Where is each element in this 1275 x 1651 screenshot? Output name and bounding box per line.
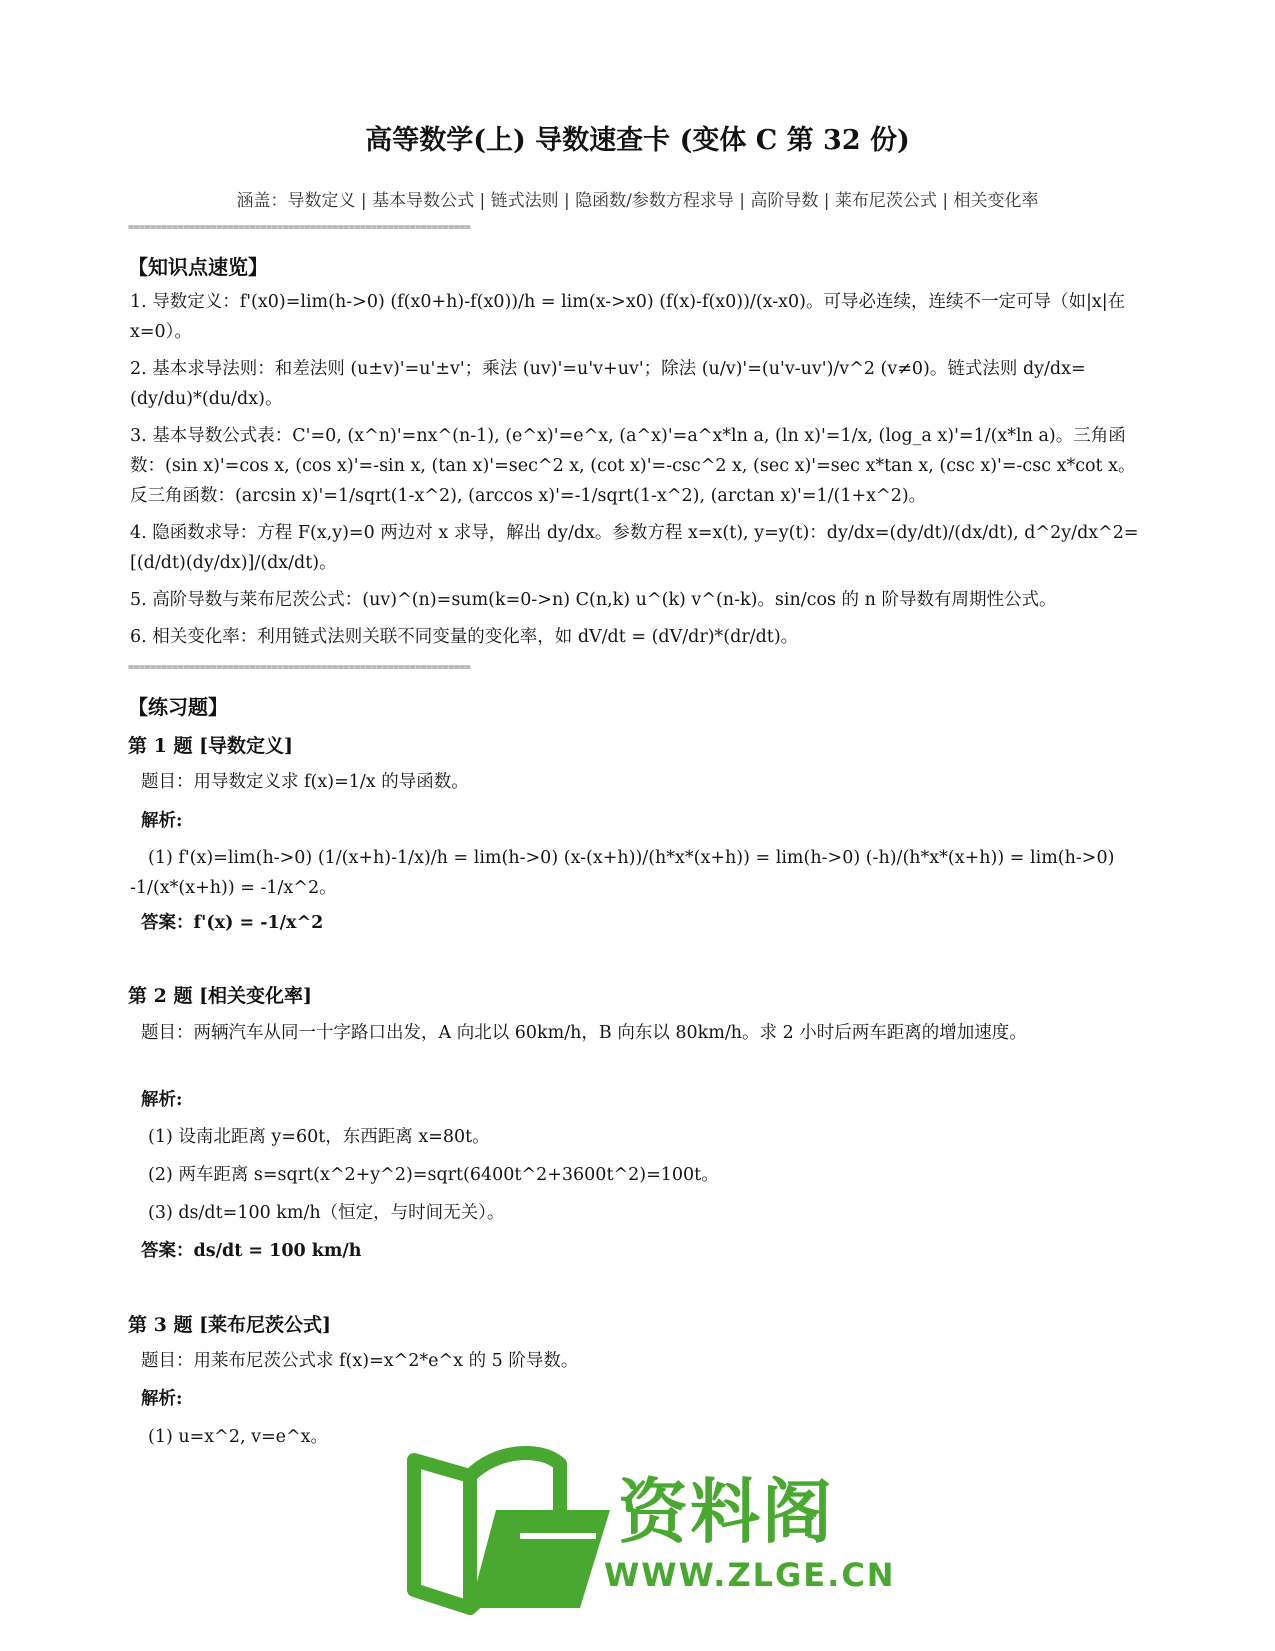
divider-rule: ============================================================== bbox=[128, 222, 471, 233]
question-3-text: 题目：用莱布尼茨公式求 f(x)=x^2*e^x 的 5 阶导数。 bbox=[141, 1351, 579, 1371]
question-3-analysis-label: 解析: bbox=[141, 1389, 183, 1409]
knowledge-item-2: 2. 基本求导法则：和差法则 (u±v)'=u'±v'；乘法 (uv)'=u'v+uv'；除法 (u/v)'=(u'v-uv')/v^2 (v≠0)。链式法则 dy/dx=(dy/du)*(du/dx)。 bbox=[130, 359, 1086, 409]
question-1-heading: 第 1 题 [导数定义] bbox=[128, 735, 294, 757]
knowledge-item-5: 5. 高阶导数与莱布尼茨公式：(uv)^(n)=sum(k=0->n) C(n,k) u^(k) v^(n-k)。sin/cos 的 n 阶导数有周期性公式。 bbox=[130, 590, 1057, 610]
practice-heading: 【练习题】 bbox=[128, 695, 228, 719]
question-2-analysis-label: 解析: bbox=[141, 1090, 183, 1110]
question-3-heading: 第 3 题 [莱布尼茨公式] bbox=[128, 1314, 332, 1336]
question-2-answer: 答案：ds/dt = 100 km/h bbox=[141, 1241, 362, 1261]
question-3-step-1: (1) u=x^2, v=e^x。 bbox=[148, 1427, 329, 1447]
question-2-text: 题目：两辆汽车从同一十字路口出发，A 向北以 60km/h，B 向东以 80km/h。求 2 小时后两车距离的增加速度。 bbox=[141, 1023, 1027, 1043]
question-1-step-1: (1) f'(x)=lim(h->0) (1/(x+h)-1/x)/h = lim(h->0) (x-(x+h))/(h*x*(x+h)) = lim(h->0) (-h)/(h*x*(x+h)) = lim(h->0) -1/(x*(x+h)) = -1/x^2。 bbox=[130, 848, 1115, 898]
question-1-analysis-label: 解析: bbox=[141, 811, 183, 831]
question-2-step-2: (2) 两车距离 s=sqrt(x^2+y^2)=sqrt(6400t^2+3600t^2)=100t。 bbox=[148, 1165, 719, 1185]
page-title: 高等数学(上) 导数速查卡 (变体 C 第 32 份) bbox=[365, 125, 910, 156]
knowledge-item-1: 1. 导数定义：f'(x0)=lim(h->0) (f(x0+h)-f(x0))/h = lim(x->x0) (f(x)-f(x0))/(x-x0)。可导必连续，连续不一定可导（如|x|在 x=0）。 bbox=[130, 292, 1126, 342]
question-2-heading: 第 2 题 [相关变化率] bbox=[128, 985, 313, 1007]
watermark-url: WWW.ZLGE.CN bbox=[604, 1556, 896, 1594]
question-2-step-3: (3) ds/dt=100 km/h（恒定，与时间无关）。 bbox=[148, 1203, 505, 1223]
knowledge-item-3: 3. 基本导数公式表：C'=0, (x^n)'=nx^(n-1), (e^x)'=e^x, (a^x)'=a^x*ln a, (ln x)'=1/x, (log_a x)'=1/(x*ln a)。三角函数：(sin x)'=cos x, (cos x)'=-sin x, (tan x)'=sec^2 x, (cot x)'=-csc^2 x, (sec x)'=sec x*tan x, (csc x)'=-csc x*cot x。反三角函数：(arcsin x)'=1/sqrt(1-x^2), (arccos x)'=-1/sqrt(1-x^2), (arctan x)'=1/(1+x^2)。 bbox=[130, 426, 1136, 506]
knowledge-heading: 【知识点速览】 bbox=[128, 255, 268, 279]
question-2-step-1: (1) 设南北距离 y=60t，东西距离 x=80t。 bbox=[148, 1127, 490, 1147]
knowledge-item-6: 6. 相关变化率：利用链式法则关联不同变量的变化率，如 dV/dt = (dV/dr)*(dr/dt)。 bbox=[130, 627, 799, 647]
question-1-answer: 答案：f'(x) = -1/x^2 bbox=[141, 913, 324, 933]
question-1-text: 题目：用导数定义求 f(x)=1/x 的导函数。 bbox=[141, 772, 469, 792]
watermark-name: 资料阁 bbox=[618, 1471, 834, 1553]
page-subtitle: 涵盖：导数定义 | 基本导数公式 | 链式法则 | 隐函数/参数方程求导 | 高阶导数 | 莱布尼茨公式 | 相关变化率 bbox=[236, 191, 1039, 211]
knowledge-item-4: 4. 隐函数求导：方程 F(x,y)=0 两边对 x 求导，解出 dy/dx。参数方程 x=x(t), y=y(t)：dy/dx=(dy/dt)/(dx/dt), d^2y/dx^2=[(d/dt)(dy/dx)]/(dx/dt)。 bbox=[130, 523, 1139, 573]
divider-rule: ============================================================== bbox=[128, 662, 471, 673]
